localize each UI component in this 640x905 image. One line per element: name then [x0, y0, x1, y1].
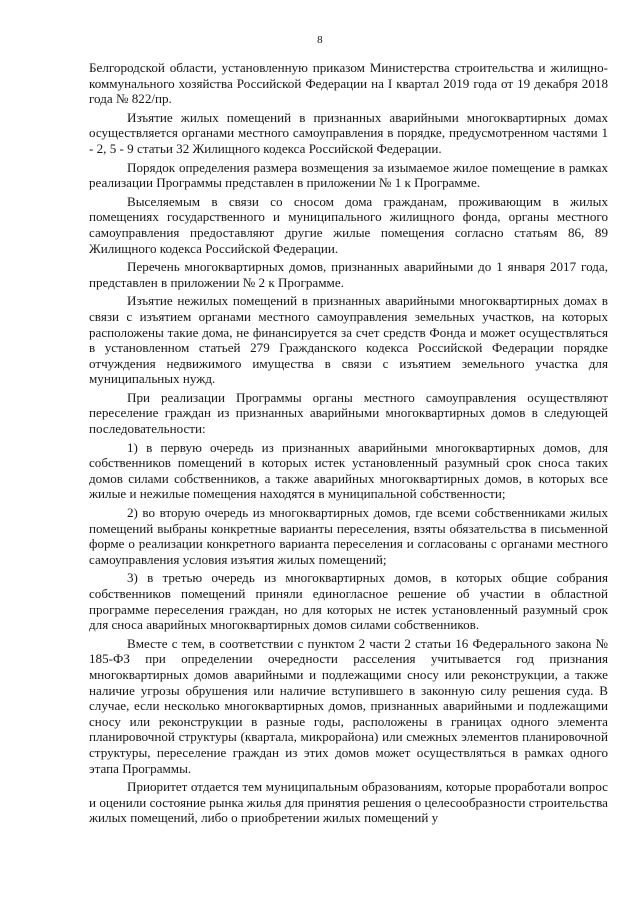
list-item-1: 1) в первую очередь из признанных аварийными многоквартирных домов, для собственников помещений в которых истек установленный разумный срок сноса таких домов силами собственников, а также аварийных многоквартирных домов, в которых все жилые и нежилые помещения находятся в муниципальной собственности;: [89, 439, 608, 502]
paragraph-9: Приоритет отдается тем муниципальным образованиям, которые проработали вопрос и оценили состояние рынка жилья для принятия решения о целесообразности строительства жилых помещений, либо о приобретении жилых помещений у: [89, 779, 608, 826]
paragraph-3: Порядок определения размера возмещения за изымаемое жилое помещение в рамках реализации Программы представлен в приложении № 1 к Программе.: [89, 159, 608, 191]
list-item-3: 3) в третью очередь из многоквартирных домов, в которых общие собрания собственников помещений приняли единогласное решение об участии в областной программе переселения граждан, но для которых не истек установленный разумный срок для сноса аварийных многоквартирных домов силами собственников.: [89, 570, 608, 633]
page-number: 8: [317, 34, 323, 46]
paragraph-6: Изъятие нежилых помещений в признанных аварийными многоквартирных домах в связи с изъятием органами местного самоуправления земельных участков, на которых расположены такие дома, не финансируется за счет средств Фонда и может осуществляться в установленном статьей 279 Гражданского кодекса Российской Федерации порядке отчуждения недвижимого имущества в связи с изъятием земельного участка для муниципальных нужд.: [89, 293, 608, 387]
paragraph-5: Перечень многоквартирных домов, признанных аварийными до 1 января 2017 года, представлен в приложении № 2 к Программе.: [89, 259, 608, 290]
paragraph-2: Изъятие жилых помещений в признанных аварийными многоквартирных домах осуществляется органами местного самоуправления в порядке, предусмотренном частями 1 - 2, 5 - 9 статьи 32 Жилищного кодекса Российской Федерации.: [89, 109, 608, 156]
paragraph-7: При реализации Программы органы местного самоуправления осуществляют переселение граждан из признанных аварийными многоквартирных домов в следующей последовательности:: [89, 389, 608, 437]
list-item-2: 2) во вторую очередь из многоквартирных домов, где всеми собственниками жилых помещений выбраны конкретные варианты переселения, взяты обязательства в письменной форме о реализации конкретного варианта переселения и согласованы с органами местного самоуправления условия изъятия жилых помещений;: [89, 505, 608, 567]
paragraph-4: Выселяемым в связи со сносом дома гражданам, проживающим в жилых помещениях государственного и муниципального жилищного фонда, органы местного самоуправления предоставляют другие жилые помещения согласно статьям 86, 89 Жилищного кодекса Российской Федерации.: [89, 193, 608, 256]
document-body: [89, 60, 608, 829]
paragraph-1: Белгородской области, установленную приказом Министерства строительства и жилищно-коммунального хозяйства Российской Федерации на I квартал 2019 года от 19 декабря 2018 года № 822/пр.: [89, 60, 608, 107]
paragraph-8: Вместе с тем, в соответствии с пунктом 2 части 2 статьи 16 Федерального закона № 185-ФЗ при определении очередности расселения учитывается год признания многоквартирных домов аварийными и подлежащими сносу или реконструкции, а также наличие угрозы обрушения или наличие вступившего в законную силу решения суда. В случае, если несколько многоквартирных домов, признанных аварийными и подлежащими сносу или реконструкции в разные годы, расположены в границах одного элемента планировочной структуры (квартала, микрорайона) или смежных элементов планировочной структуры, переселение граждан из этих домов может осуществляться в рамках одного этапа Программы.: [89, 635, 608, 776]
